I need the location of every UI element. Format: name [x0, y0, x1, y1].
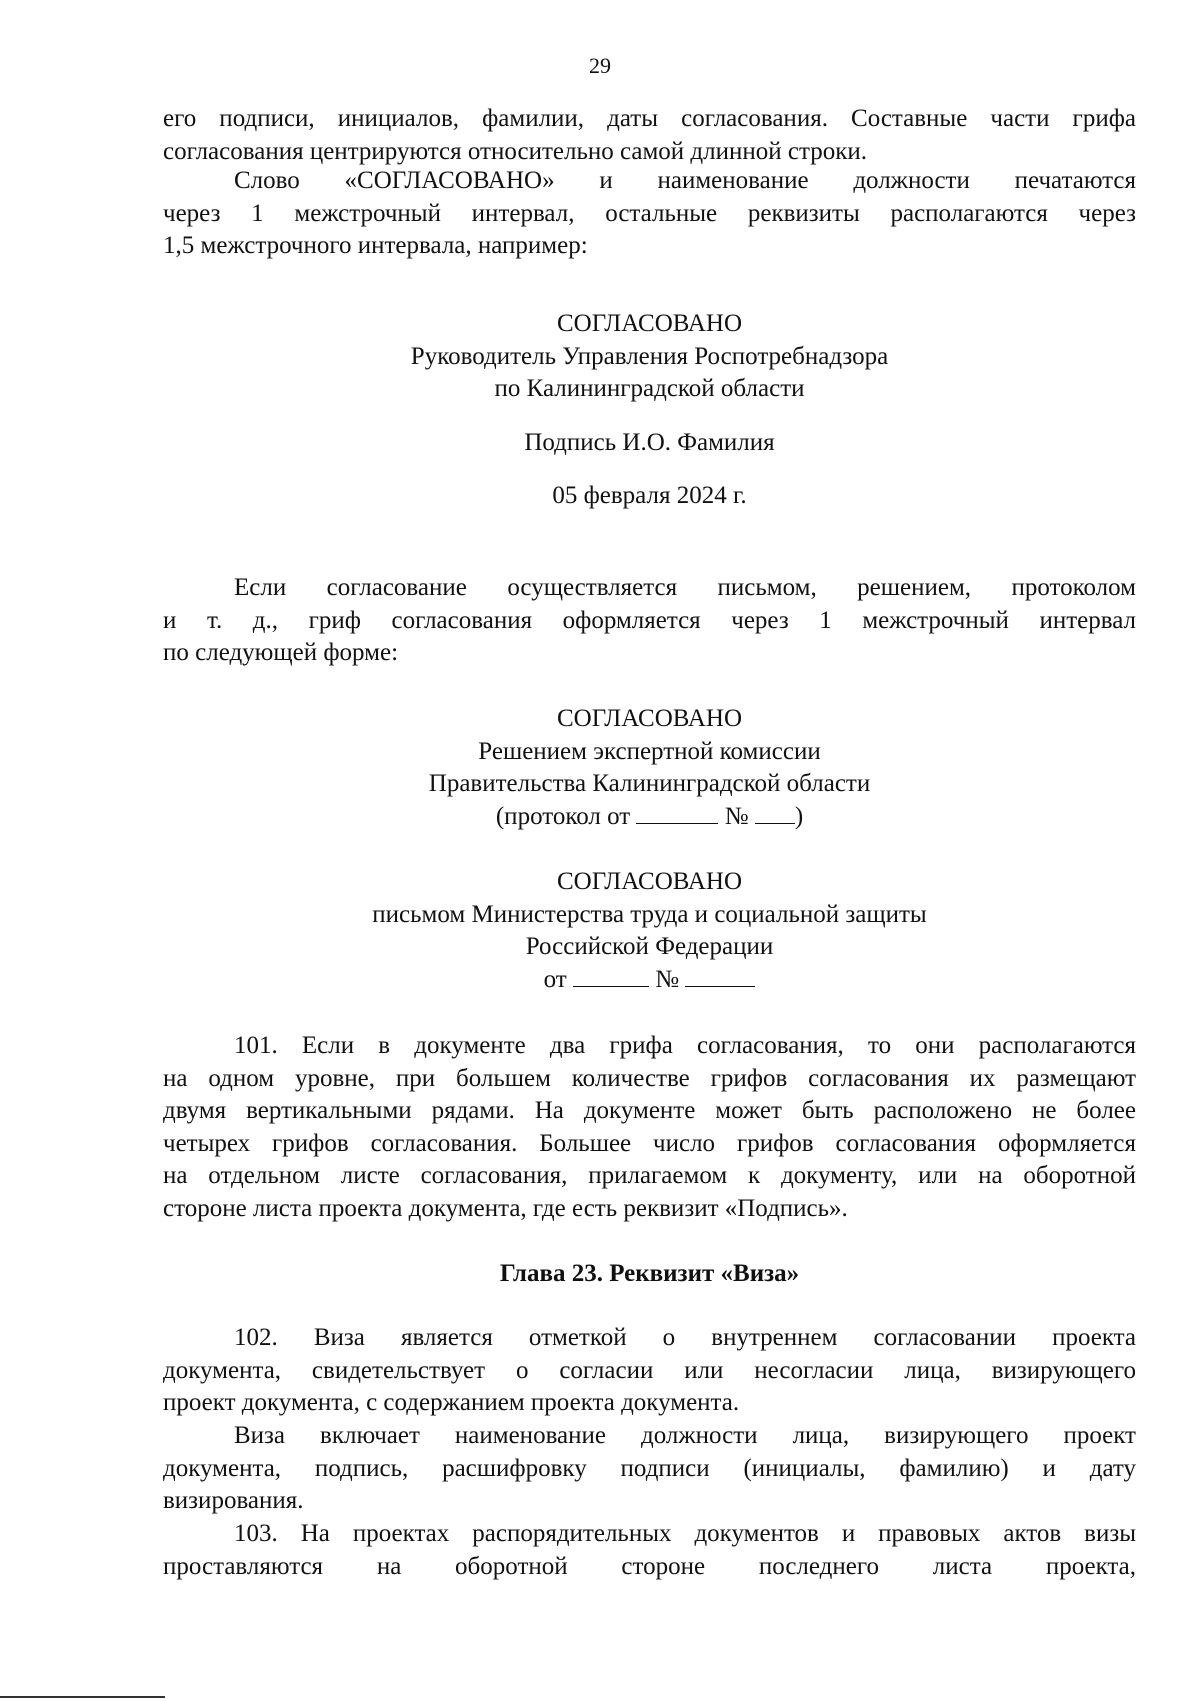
text-line: через 1 межстрочный интервал, остальные реквизиты располагаются через	[163, 199, 1136, 227]
text-line: стороне листа проекта документа, где есть реквизит «Подпись».	[163, 1194, 848, 1222]
paragraph-102	[163, 1322, 1136, 1420]
text-line: согласования центрируются относительно самой длинной строки.	[163, 137, 867, 165]
paragraph-101	[163, 1030, 1136, 1225]
text-line: визирования.	[163, 1487, 304, 1514]
text-line: 101. Если в документе два грифа согласования, то они располагаются	[234, 1032, 1136, 1059]
text-line: двумя вертикальными рядами. На документе может быть расположено не более	[163, 1097, 1136, 1124]
text-line: его подписи, инициалов, фамилии, даты согласования. Составные части грифа	[163, 105, 1136, 132]
from-date-blank	[573, 964, 649, 987]
text-line: проставляются на оборотной стороне последнего листа проекта,	[163, 1552, 1136, 1580]
stamp-date: 05 февраля 2024 г.	[552, 482, 747, 509]
stamp-title: СОГЛАСОВАНО	[556, 868, 743, 895]
protocol-date-blank	[636, 801, 718, 824]
page-number: 29	[589, 53, 611, 78]
footer-rule	[0, 1696, 165, 1698]
stamp-from-line	[163, 964, 1136, 997]
text-line: Если согласование осуществляется письмом, решением, протоколом	[234, 574, 1136, 601]
stamp-line: Российской Федерации	[525, 933, 774, 960]
stamp-line: Решением экспертной комиссии	[478, 737, 821, 765]
stamp-position-line: Руководитель Управления Роспотребнадзора	[410, 342, 889, 370]
approval-stamp-2	[163, 703, 1136, 833]
text-line: 103. На проектах распорядительных документов и правовых актов визы	[234, 1520, 1136, 1547]
stamp-line: Правительства Калининградской области	[428, 770, 871, 797]
text-line: документа, свидетельствует о согласии или несогласии лица, визирующего	[163, 1356, 1136, 1384]
text-line: и т. д., гриф согласования оформляется через 1 межстрочный интервал	[163, 606, 1136, 634]
text-line: на одном уровне, при большем количестве грифов согласования их размещают	[163, 1064, 1136, 1092]
number-sign: №	[655, 965, 680, 993]
text-line: Виза включает наименование должности лица, визирующего проект	[234, 1422, 1136, 1449]
chapter-heading: Глава 23. Реквизит «Виза»	[499, 1260, 800, 1287]
paragraph-103	[163, 1518, 1136, 1583]
paragraph-continuation	[163, 103, 1136, 168]
text-line: четырех грифов согласования. Большее число грифов согласования оформляется	[163, 1129, 1136, 1157]
text-line: проект документа, с содержанием проекта документа.	[163, 1389, 740, 1416]
text-line: документа, подпись, расшифровку подписи (инициалы, фамилию) и дату	[163, 1454, 1136, 1482]
stamp-position-line: по Калининградской области	[494, 375, 805, 402]
text-line: 102. Виза является отметкой о внутреннем согласовании проекта	[234, 1324, 1136, 1351]
text-line: 1,5 межстрочного интервала, например:	[163, 232, 588, 259]
text-line: на отдельном листе согласования, прилагаемом к документу, или на оборотной	[163, 1162, 1136, 1189]
stamp-title: СОГЛАСОВАНО	[556, 705, 743, 732]
stamp-title: СОГЛАСОВАНО	[556, 310, 743, 337]
paragraph-spacing	[163, 165, 1136, 263]
protocol-number-blank	[755, 801, 795, 824]
protocol-suffix: )	[794, 802, 804, 830]
stamp-protocol-line	[163, 801, 1136, 834]
from-number-blank	[685, 964, 755, 987]
from-prefix: от	[543, 965, 567, 993]
stamp-line: письмом Министерства труда и социальной защиты	[372, 900, 927, 928]
paragraph-letter	[163, 572, 1136, 670]
paragraph-visa-includes	[163, 1420, 1136, 1518]
approval-stamp-1	[163, 308, 1136, 513]
text-line: по следующей форме:	[163, 639, 399, 666]
text-line: Слово «СОГЛАСОВАНО» и наименование должности печатаются	[234, 167, 1136, 194]
number-sign: №	[724, 802, 749, 830]
protocol-prefix: (протокол от	[495, 802, 631, 830]
approval-stamp-3	[163, 866, 1136, 996]
stamp-signature: Подпись И.О. Фамилия	[524, 428, 775, 456]
